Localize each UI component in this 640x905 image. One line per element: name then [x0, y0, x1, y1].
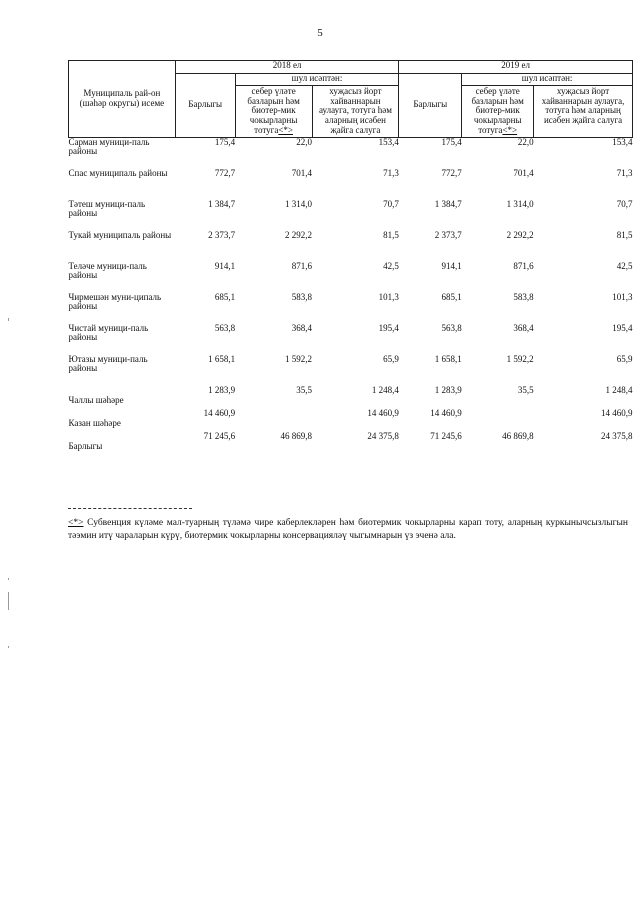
- footnote-link[interactable]: <*>: [502, 124, 518, 135]
- table-cell: 772,7: [441, 167, 462, 178]
- column-header-year-2019: 2019 ел: [399, 61, 633, 74]
- table-cell: 71,3: [383, 167, 399, 178]
- table-cell: 101,3: [378, 291, 399, 302]
- table-cell: 1 384,7: [434, 198, 462, 209]
- table-cell: 24 375,8: [601, 430, 633, 441]
- page-number: 5: [317, 27, 323, 39]
- table-cell: 583,8: [291, 291, 313, 302]
- table-cell: 914,1: [214, 260, 236, 271]
- table-cell: 1 592,2: [285, 353, 313, 364]
- municipality-name: Тукай муниципаль районы: [68, 229, 172, 240]
- table-cell: 368,4: [291, 322, 313, 333]
- municipality-name: Барлыгы: [68, 440, 103, 451]
- table-cell: 153,4: [612, 136, 633, 147]
- municipality-name: Чистай муници-паль районы: [68, 322, 149, 343]
- margin-mark: [8, 318, 9, 321]
- table-cell: 583,8: [513, 291, 534, 302]
- table-cell: 1 248,4: [605, 384, 633, 395]
- table-row: [69, 432, 633, 455]
- footnote-mark: <*>: [68, 518, 84, 528]
- column-header-municipality: Муниципаль рай-он (шәһәр округы) исеме: [69, 61, 176, 138]
- margin-mark: [8, 578, 9, 580]
- table-cell: 701,4: [291, 167, 313, 178]
- table-cell: 871,6: [291, 260, 313, 271]
- table-cell: 70,7: [616, 198, 633, 209]
- column-header-total-2019: Барлыгы: [399, 74, 462, 138]
- table-cell: 175,4: [441, 136, 462, 147]
- table-row: [69, 386, 633, 409]
- footnote-divider: [68, 508, 192, 509]
- table-cell: 42,5: [383, 260, 399, 271]
- table-cell: 195,4: [612, 322, 633, 333]
- table-cell: 71,3: [616, 167, 633, 178]
- table-cell: 1 283,9: [434, 384, 462, 395]
- table-cell: 685,1: [214, 291, 236, 302]
- table-cell: 71 245,6: [203, 430, 236, 441]
- column-header-of-which-2018: шул исәптән:: [235, 74, 399, 86]
- table-cell: 2 373,7: [208, 229, 236, 240]
- table-cell: [462, 409, 534, 432]
- table-cell: 65,9: [616, 353, 633, 364]
- table-cell: 22,0: [296, 136, 313, 147]
- table-cell: 368,4: [513, 322, 534, 333]
- column-header-of-which-2019: шул исәптән:: [462, 74, 633, 86]
- table-cell: 14 460,9: [430, 407, 462, 418]
- table-cell: 1 314,0: [506, 198, 534, 209]
- footnote-text: Субвенция күләме мал-туарның түләмә чире каберлекләрен һәм биотермик чокырларны карап тоту, аларның куркынычсызлыгын тәэмин итү чараларын күрү, биотермик чокырларны консервацияләү чыгымнарын үз эченә ала.: [68, 518, 628, 541]
- table-cell: 70,7: [383, 198, 399, 209]
- table-cell: 14 460,9: [203, 407, 236, 418]
- table-cell: 1 314,0: [285, 198, 313, 209]
- table-cell: 1 384,7: [208, 198, 236, 209]
- margin-mark: [8, 592, 9, 610]
- table-row: [69, 324, 633, 355]
- column-header-stray-animals-2018: хуҗасыз йорт хайваннарын аулауга, тотуга һәм аларның исәбен җайга салуга: [312, 86, 399, 138]
- table-cell: 81,5: [616, 229, 633, 240]
- table-cell: 701,4: [513, 167, 534, 178]
- margin-mark: [8, 646, 9, 648]
- table-cell: 563,8: [441, 322, 462, 333]
- table-cell: 1 592,2: [506, 353, 534, 364]
- table-cell: 46 869,8: [502, 430, 534, 441]
- municipality-name: Чирмешән муни-ципаль районы: [68, 291, 162, 312]
- footnote: [68, 517, 628, 543]
- table-cell: 871,6: [513, 260, 534, 271]
- table-row: [69, 200, 633, 231]
- municipality-name: Сарман муници-паль районы: [68, 136, 150, 157]
- table-cell: 35,5: [517, 384, 534, 395]
- column-header-anthrax-2018: себер үләте базларын һәм биотер-мик чокырларны тотуга<*>: [235, 86, 312, 138]
- table-cell: 1 658,1: [208, 353, 236, 364]
- municipality-name: Спас муниципаль районы: [68, 167, 168, 178]
- municipality-name: Чаллы шәһәре: [68, 394, 124, 405]
- table-row: [69, 409, 633, 432]
- table-cell: 772,7: [214, 167, 236, 178]
- table-cell: 195,4: [378, 322, 399, 333]
- table-cell: 14 460,9: [367, 407, 399, 418]
- table-cell: 2 373,7: [434, 229, 462, 240]
- table-cell: 35,5: [296, 384, 313, 395]
- table-cell: 81,5: [383, 229, 399, 240]
- table-row: [69, 262, 633, 293]
- subvention-table: [68, 60, 633, 455]
- table-cell: 65,9: [383, 353, 399, 364]
- table-cell: 24 375,8: [367, 430, 399, 441]
- municipality-name: Казан шәһәре: [68, 417, 121, 428]
- table-cell: 46 869,8: [280, 430, 313, 441]
- footnote-link[interactable]: <*>: [278, 124, 293, 135]
- municipality-name: Ютазы муници-паль районы: [68, 353, 148, 374]
- table-cell: 101,3: [612, 291, 633, 302]
- table-row: [69, 293, 633, 324]
- table-cell: 563,8: [214, 322, 236, 333]
- table-cell: 1 283,9: [208, 384, 236, 395]
- table-cell: 175,4: [214, 136, 236, 147]
- column-header-total-2018: Барлыгы: [175, 74, 235, 138]
- municipality-name: Теләче муници-паль районы: [68, 260, 147, 281]
- table-cell: 2 292,2: [285, 229, 313, 240]
- table-cell: 685,1: [441, 291, 462, 302]
- table-cell: 2 292,2: [506, 229, 534, 240]
- table-cell: 42,5: [616, 260, 633, 271]
- table-cell: 914,1: [441, 260, 462, 271]
- column-header-anthrax-2019: себер үләте базларын һәм биотер-мик чокырларны тотуга<*>: [462, 86, 534, 138]
- table-cell: 71 245,6: [430, 430, 462, 441]
- table-cell: 1 248,4: [371, 384, 399, 395]
- table-row: [69, 169, 633, 200]
- table-row: [69, 137, 633, 169]
- table-cell: 153,4: [378, 136, 399, 147]
- table-row: [69, 355, 633, 386]
- table-cell: 14 460,9: [601, 407, 633, 418]
- table-cell: 1 658,1: [434, 353, 462, 364]
- table-row: [69, 231, 633, 262]
- municipality-name: Тәтеш муници-паль районы: [68, 198, 146, 219]
- table-cell: 22,0: [517, 136, 534, 147]
- column-header-stray-animals-2019: хуҗасыз йорт хайваннарын аулауга, тотуга һәм аларның исәбен җайга салуга: [534, 86, 633, 138]
- table-cell: [235, 409, 312, 432]
- column-header-year-2018: 2018 ел: [175, 61, 399, 74]
